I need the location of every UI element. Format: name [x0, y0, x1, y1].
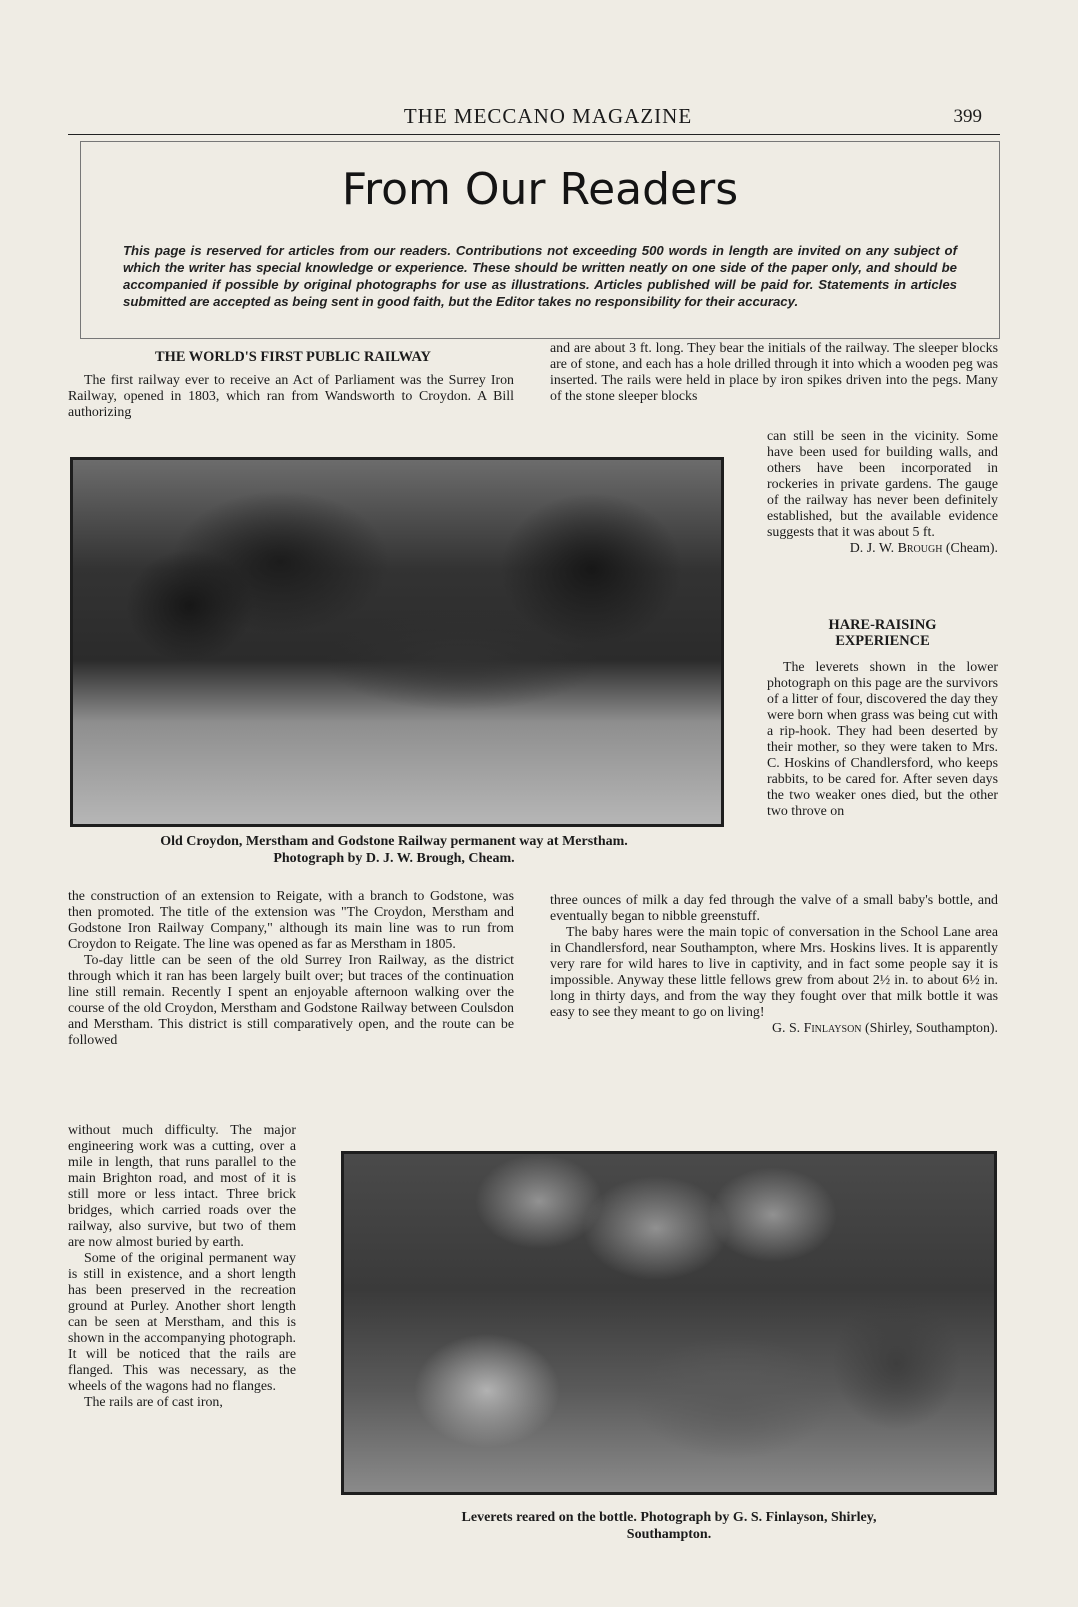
leverets-photograph: [341, 1151, 997, 1495]
article-title-hares: [767, 617, 998, 649]
intro-box: [80, 141, 1000, 339]
title-line: EXPERIENCE: [835, 633, 930, 649]
photo-caption-railway: [64, 833, 724, 867]
paragraph: the construction of an extension to Reigate, with a branch to Godstone, was then promoted. The title of the extension was "The Croydon, Merstham and Godstone Iron Railway Company," although its main line was to run from Croydon to Reigate. The line was opened as far as Merstham in 1805.: [68, 889, 514, 952]
caption-line: Old Croydon, Merstham and Godstone Railway permanent way at Merstham.: [160, 834, 628, 849]
paragraph: without much difficulty. The major engineering work was a cutting, over a mile in length, that runs parallel to the main Brighton road, and most of it is still more or less intact. Three brick bridges, which carried roads over the railway, also survive, but two of them are now almost buried by earth.: [68, 1123, 296, 1250]
article-title-railway: THE WORLD'S FIRST PUBLIC RAILWAY: [155, 349, 431, 365]
author-signature: [767, 541, 998, 557]
article-text-block: [68, 373, 514, 421]
page-header: [68, 104, 1000, 135]
caption-line: Southampton.: [626, 1527, 712, 1542]
section-intro: This page is reserved for articles from our readers. Contributions not exceeding 500 words in length are invited on any subject of which the writer has special knowledge or experience. These should be written neatly on one side of the paper only, and should be accompanied if possible by original photographs for use as illustrations. Articles published will be paid for. Statements in articles submitted are accepted as being sent in good faith, but the Editor takes no responsibility for their accuracy.: [123, 243, 957, 309]
caption-line: Photograph by D. J. W. Brough, Cheam.: [273, 851, 515, 866]
magazine-title: THE MECCANO MAGAZINE: [403, 104, 693, 128]
paragraph: The rails are of cast iron,: [84, 1395, 223, 1410]
photo-caption-leverets: [341, 1509, 997, 1543]
author-location: (Shirley, Southampton).: [861, 1021, 998, 1036]
paragraph: can still be seen in the vicinity. Some have been used for building walls, and others have been incorporated in rockeries in private gardens. The gauge of the railway has never been definitely established, but the available evidence suggests that it was about 5 ft.: [767, 429, 998, 540]
article-text-block: [550, 893, 998, 1037]
railway-photograph: [70, 457, 724, 827]
paragraph: and are about 3 ft. long. They bear the initials of the railway. The sleeper blocks are of stone, and each has a hole drilled through it into which a wooden peg was inserted. The rails were held in place by iron spikes driven into the pegs. Many of the stone sleeper blocks: [550, 341, 998, 404]
author-signature: [550, 1021, 998, 1037]
section-heading: From Our Readers: [341, 164, 739, 215]
author-name: D. J. W. Brough: [849, 541, 943, 556]
article-text-block: [68, 1123, 296, 1411]
article-text-block: [68, 889, 514, 1049]
paragraph: The first railway ever to receive an Act of Parliament was the Surrey Iron Railway, opened in 1803, which ran from Wandsworth to Croydon. A Bill authorizing: [68, 373, 514, 420]
author-name: G. S. Finlayson: [771, 1021, 862, 1036]
article-text-block: [550, 341, 998, 405]
title-line: HARE-RAISING: [828, 617, 937, 633]
caption-line: Leverets reared on the bottle. Photograph by G. S. Finlayson, Shirley,: [461, 1510, 877, 1525]
page-number: 399: [953, 106, 982, 127]
paragraph: To-day little can be seen of the old Surrey Iron Railway, as the district through which it ran has been largely built over; but traces of the continuation line still remain. Recently I spent an enjoyable afternoon walking over the course of the old Croydon, Merstham and Godstone Railway between Coulsdon and Merstham. This district is still comparatively open, and the route can be followed: [68, 953, 514, 1048]
paragraph: The leverets shown in the lower photograph on this page are the survivors of a litter of four, discovered the day they were born when grass was being cut with a rip-hook. They had been deserted by their mother, so they were taken to Mrs. C. Hoskins of Chandlersford, who keeps rabbits, to be cared for. After seven days the two weaker ones died, but the other two throve on: [767, 660, 998, 819]
article-text-block: [767, 429, 998, 557]
article-text-block: [767, 660, 998, 820]
paragraph: three ounces of milk a day fed through the valve of a small baby's bottle, and eventually began to nibble greenstuff.: [550, 893, 998, 924]
paragraph: The baby hares were the main topic of conversation in the School Lane area in Chandlersford, near Southampton, where Mrs. Hoskins lives. It is apparently very rare for wild hares to live in captivity, and in fact some people say it is impossible. Anyway these little fellows grew from about 2½ in. to about 6½ in. long in thirty days, and from the way they fought over that milk bottle it was easy to see they meant to go on living!: [550, 925, 998, 1020]
paragraph: Some of the original permanent way is still in existence, and a short length has been preserved in the recreation ground at Purley. Another short length can be seen at Merstham, and this is shown in the accompanying photograph. It will be noticed that the rails are flanged. This was necessary, as the wheels of the wagons had no flanges.: [68, 1251, 296, 1394]
author-location: (Cheam).: [942, 541, 998, 556]
